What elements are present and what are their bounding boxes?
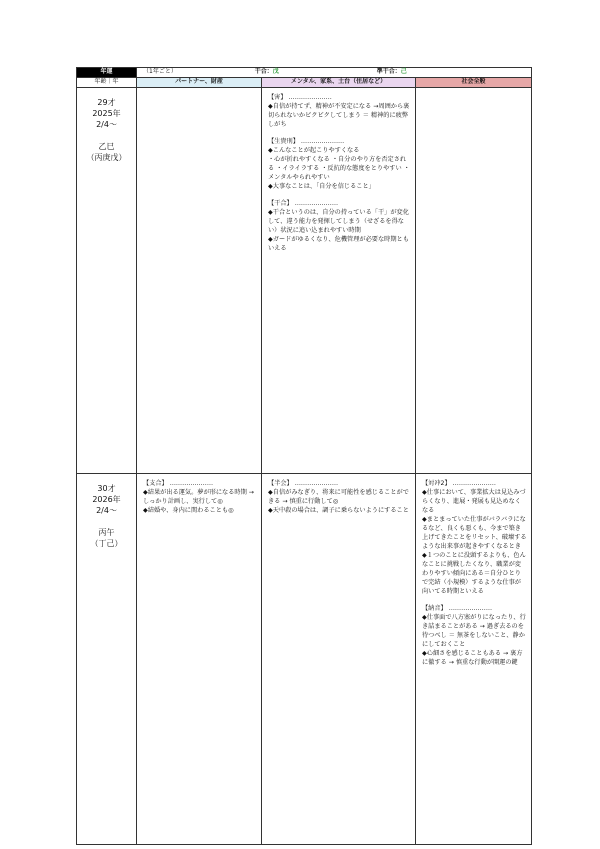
section-line: ◆結婚や、身内に関わることも◎ (143, 506, 234, 514)
header-row-columns (77, 78, 532, 88)
kanshi: 丙午 (98, 528, 115, 538)
jun-kango-group (377, 68, 415, 75)
section-seikikei (268, 138, 411, 192)
header-row-top (77, 68, 532, 78)
section-line: ◆大事なことは、「自分を信じること」 (268, 182, 375, 190)
section-taichu2 (422, 480, 527, 597)
kango-info (137, 68, 532, 78)
section-title: 【干合】 ………………… (268, 199, 339, 207)
section-line: ◆仕事において、事業拡大は見込みづらくなり、進展・発展も見込めなくなる (422, 488, 526, 514)
section-title: 【害】 ………………… (268, 94, 332, 101)
partner-cell (137, 474, 262, 845)
section-title: 【支合】 ………………… (143, 480, 214, 487)
start-date: 2/4～ (96, 119, 117, 129)
year-row-2025 (77, 88, 532, 474)
age-cell (77, 474, 137, 845)
fortune-table (76, 67, 532, 845)
year-row-2026 (77, 474, 532, 845)
jun-kango-label: 準干合： (376, 68, 401, 76)
section-line: ◆まとまっていた仕事がバラバラになるなど、良くも悪くも、今まで築き上げてきたことをリセット、破壊するような出来事が起きやすくなるとき (422, 515, 527, 550)
section-title: 【納音】 ………………… (422, 604, 493, 612)
zokan: （丙庚戊） (86, 153, 127, 163)
section-line: ◆自信がみなぎり、将来に可能性を感じることができる → 慎重に行動して◎ (268, 488, 409, 505)
partner-cell (137, 88, 262, 474)
section-nacchin (422, 605, 527, 668)
section-kango (268, 200, 411, 254)
zokan: （丁己） (90, 539, 123, 549)
per-year-label: （1年ごと） (143, 68, 177, 76)
column-header-mental: メンタル、家系、土台（住居など） (262, 78, 416, 88)
year: 2026年 (92, 494, 121, 504)
section-line: ・心が折れやすくなる ・自分のやり方を否定される ・イライラする ・反抗的な態度をとりやすい ・メンタルやられやすい (268, 155, 410, 181)
section-line: ◆天中殺の場合は、調子に乗らないようにすること (268, 506, 409, 514)
section-line: ◆心細さを感じることもある → 裏方に徹する → 慎重な行動が開運の鍵 (422, 649, 523, 666)
mental-cell (262, 88, 416, 474)
kango-group (255, 68, 287, 75)
column-header-social: 社会全般 (416, 78, 532, 88)
kango-value: 戊 (272, 68, 279, 76)
column-header-age: 年齢｜年 (77, 78, 137, 88)
jun-kango-value: 己 (400, 68, 407, 76)
section-title: 【半会】 ………………… (268, 480, 339, 487)
section-title: 【対冲2】 ………………… (422, 480, 496, 487)
social-cell (416, 474, 532, 845)
section-hankai (268, 480, 411, 516)
section-line: ◆仕事面で八方塞がりになったり、行き詰まることがある → 過ぎ去るのを待つべし ＝ 無茶をしないこと、静かにしておくこと (422, 613, 526, 648)
section-line: ◆ガードがゆるくなり、危機管理が必要な時期ともいえる (268, 235, 409, 252)
age: 29才 (97, 98, 116, 107)
age-cell (77, 88, 137, 474)
section-line: ◆結果が出る運気。夢が形になる時期 → しっかり計画し、実行して◎ (143, 488, 256, 505)
age: 30才 (97, 484, 116, 493)
start-date: 2/4～ (96, 505, 117, 515)
section-line: ◆干合というのは、自分の持っている「干」が変化して、違う能力を発揮してしまう（せざるを得ない）状況に追い込まれやすい時期 (268, 208, 409, 234)
mental-cell (262, 474, 416, 845)
kanshi: 乙巳 (98, 142, 115, 152)
nenun-label: 年運 (77, 68, 137, 78)
section-line: ◆こんなことが起こりやすくなる (268, 146, 360, 154)
social-cell (416, 88, 532, 474)
section-title: 【生貴刑】 ………………… (268, 137, 345, 145)
section-line: ◆１つのことに没頭するよりも、色んなことに挑戦したくなり、職業が変わりやすい傾向にある＝自分ひとりで完結（小規模）するような仕事が向いてる時期といえる (422, 551, 526, 595)
kango-label: 干合： (254, 68, 273, 76)
column-header-partner: パートナー、財産 (137, 78, 262, 88)
section-line: ◆自信が持てず、精神が不安定になる →周囲から裏切られないかビクビクしてしまう ＝ 精神的に疲弊しがち (268, 102, 410, 128)
year: 2025年 (92, 108, 121, 118)
section-shigo (143, 480, 257, 516)
section-gai (268, 94, 411, 130)
